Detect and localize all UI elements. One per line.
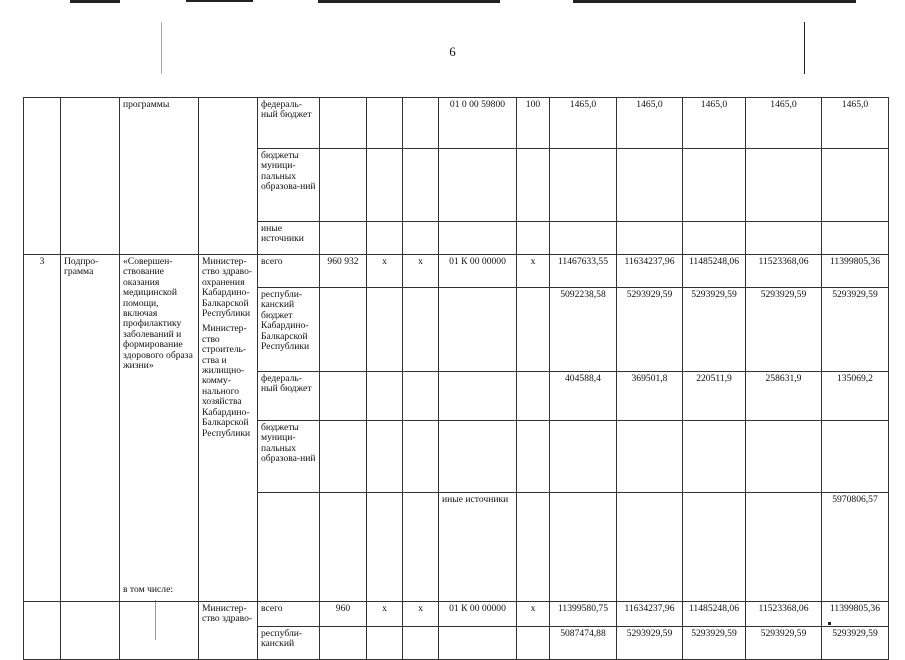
year4-value <box>746 149 822 222</box>
vr-cell <box>517 421 550 493</box>
rz-cell <box>367 627 403 660</box>
year1-value: 5087474,88 <box>550 627 617 660</box>
executor-cell <box>199 255 258 602</box>
rz-cell <box>367 421 403 493</box>
year5-value: 1465,0 <box>822 98 889 149</box>
vr-cell <box>517 627 550 660</box>
year4-value: 5293929,59 <box>746 627 822 660</box>
program-name-cell <box>120 602 199 627</box>
row-number-cell: 3 <box>24 255 61 602</box>
vr-cell <box>746 493 822 602</box>
year1-value: 1465,0 <box>550 98 617 149</box>
item-type-cell <box>61 627 120 660</box>
funding-source-cell: федераль-ный бюджет <box>258 98 320 149</box>
rz-cell <box>367 288 403 372</box>
grbs-cell <box>320 288 367 372</box>
year4-value: 11523368,06 <box>746 602 822 627</box>
csr-cell <box>439 222 517 255</box>
pr-cell <box>403 222 439 255</box>
row-number-cell <box>24 98 61 149</box>
vr-cell: х <box>517 255 550 288</box>
year5-value: 11399805,36 <box>822 602 889 627</box>
funding-source-cell: федераль-ный бюджет <box>258 372 320 421</box>
subprogram-note: в том числе: <box>123 583 174 595</box>
table-row <box>24 255 889 288</box>
table-row <box>24 627 889 660</box>
vr-cell <box>517 149 550 222</box>
year2-value: 369501,8 <box>617 372 683 421</box>
funding-source-cell: бюджеты муници-пальных образова-ний <box>258 421 320 493</box>
vr-cell <box>517 222 550 255</box>
year5-value: 135069,2 <box>822 372 889 421</box>
rz-cell <box>367 222 403 255</box>
year1-value: 11399580,75 <box>550 602 617 627</box>
year5-value <box>822 149 889 222</box>
table-row <box>24 602 889 627</box>
year2-value: 11634237,96 <box>617 602 683 627</box>
csr-cell <box>439 149 517 222</box>
row-number-cell <box>24 627 61 660</box>
row-number-cell <box>24 149 61 222</box>
table-row <box>24 222 889 255</box>
csr-cell <box>439 627 517 660</box>
pr-cell <box>403 149 439 222</box>
funding-source-cell: всего <box>258 602 320 627</box>
year1-value: 11467633,55 <box>550 255 617 288</box>
rz-cell <box>367 372 403 421</box>
csr-cell: 01 0 00 59800 <box>439 98 517 149</box>
year4-value: 1465,0 <box>746 98 822 149</box>
executor-name: Министер-ство здраво-охранения Кабардино-Балкарской Республики <box>202 256 253 320</box>
grbs-cell <box>320 222 367 255</box>
subprogram-name: «Совершен-ствование оказания медицинской помощи, включая профилактику заболеваний и формирование здорового образа жизни» <box>123 256 193 372</box>
vr-cell <box>517 372 550 421</box>
executor-cell <box>403 493 439 602</box>
budget-table <box>23 97 889 660</box>
grbs-cell <box>320 421 367 493</box>
year2-value: 5293929,59 <box>617 288 683 372</box>
scan-artifact <box>70 0 120 3</box>
year4-value <box>746 222 822 255</box>
program-name-cell <box>367 493 403 602</box>
rz-cell <box>367 98 403 149</box>
item-type-cell: Подпро-грамма <box>61 255 120 602</box>
year5-value <box>822 421 889 493</box>
year5-value: 5293929,59 <box>822 627 889 660</box>
item-type-cell <box>320 493 367 602</box>
pr-cell <box>403 288 439 372</box>
item-type-cell <box>61 602 120 627</box>
item-type-cell <box>61 149 120 222</box>
funding-source-cell: иные источники <box>439 493 517 602</box>
year4-value <box>746 421 822 493</box>
rz-cell: х <box>367 602 403 627</box>
vr-cell: х <box>517 602 550 627</box>
year4-value: 11523368,06 <box>746 255 822 288</box>
executor-name-2: Министер-ство строитель-ства и жилищно-комму-нального хозяйства Кабардино-Балкарской Республики <box>202 323 251 439</box>
executor-cell: Министер-ство здраво- <box>199 602 258 660</box>
scan-artifact <box>186 0 253 2</box>
page-number: 6 <box>449 44 456 59</box>
rz-cell: х <box>367 255 403 288</box>
pr-cell <box>617 493 683 602</box>
row-number-cell <box>258 493 320 602</box>
rz-cell <box>367 149 403 222</box>
year2-value: 1465,0 <box>617 98 683 149</box>
year3-value <box>683 421 746 493</box>
year3-value: 11485248,06 <box>683 602 746 627</box>
pr-cell <box>403 627 439 660</box>
grbs-cell: 960 932 <box>320 255 367 288</box>
pr-cell: х <box>403 255 439 288</box>
year3-value: 5293929,59 <box>683 288 746 372</box>
funding-source-cell: республи-канский бюджет Кабардино-Балкарской Республики <box>258 288 320 372</box>
table-row <box>24 149 889 222</box>
csr-cell: 01 К 00 00000 <box>439 602 517 627</box>
funding-source-cell: иные источники <box>258 222 320 255</box>
year3-value <box>683 149 746 222</box>
vr-cell <box>517 288 550 372</box>
year2-value <box>617 222 683 255</box>
funding-source-cell: республи-канский <box>258 627 320 660</box>
year1-value <box>550 222 617 255</box>
year4-value: 258631,9 <box>746 372 822 421</box>
year2-value: 5293929,59 <box>617 627 683 660</box>
vr-cell: 100 <box>517 98 550 149</box>
funding-source-cell: бюджеты муници-пальных образова-ний <box>258 149 320 222</box>
year1-value: 5970806,57 <box>822 493 889 602</box>
grbs-cell <box>320 98 367 149</box>
csr-cell <box>439 421 517 493</box>
year2-value: 11634237,96 <box>617 255 683 288</box>
year1-value: 5092238,58 <box>550 288 617 372</box>
csr-cell <box>439 288 517 372</box>
year2-value <box>617 149 683 222</box>
csr-cell: 01 К 00 00000 <box>439 255 517 288</box>
year5-value: 11399805,36 <box>822 255 889 288</box>
grbs-cell <box>320 372 367 421</box>
row-number-cell <box>24 602 61 627</box>
pr-cell <box>403 98 439 149</box>
executor-cell <box>199 222 258 255</box>
csr-cell <box>683 493 746 602</box>
funding-source-cell: всего <box>258 255 320 288</box>
pr-cell <box>403 421 439 493</box>
row-number-cell <box>24 222 61 255</box>
year5-value <box>822 222 889 255</box>
pr-cell: х <box>403 602 439 627</box>
year3-value: 1465,0 <box>683 98 746 149</box>
program-name-cell <box>120 627 199 660</box>
year1-value: 404588,4 <box>550 372 617 421</box>
year2-value <box>617 421 683 493</box>
year1-value <box>550 149 617 222</box>
item-type-cell <box>61 222 120 255</box>
year3-value: 11485248,06 <box>683 255 746 288</box>
executor-cell <box>199 98 258 149</box>
program-name-cell <box>120 222 199 255</box>
year5-value: 5293929,59 <box>822 288 889 372</box>
csr-cell <box>439 372 517 421</box>
executor-cell <box>199 149 258 222</box>
program-name-cell <box>120 149 199 222</box>
subprogram-name-cell <box>120 255 199 602</box>
grbs-cell: 960 <box>320 602 367 627</box>
year3-value <box>683 222 746 255</box>
scan-artifact <box>573 0 856 3</box>
grbs-cell <box>320 627 367 660</box>
table-row <box>24 98 889 149</box>
grbs-cell <box>517 493 550 602</box>
year4-value: 5293929,59 <box>746 288 822 372</box>
year3-value: 220511,9 <box>683 372 746 421</box>
item-type-cell <box>61 98 120 149</box>
program-name-cell: программы <box>120 98 199 149</box>
rz-cell <box>550 493 617 602</box>
year1-value <box>550 421 617 493</box>
grbs-cell <box>320 149 367 222</box>
scan-artifact <box>318 0 500 3</box>
year3-value: 5293929,59 <box>683 627 746 660</box>
pr-cell <box>403 372 439 421</box>
